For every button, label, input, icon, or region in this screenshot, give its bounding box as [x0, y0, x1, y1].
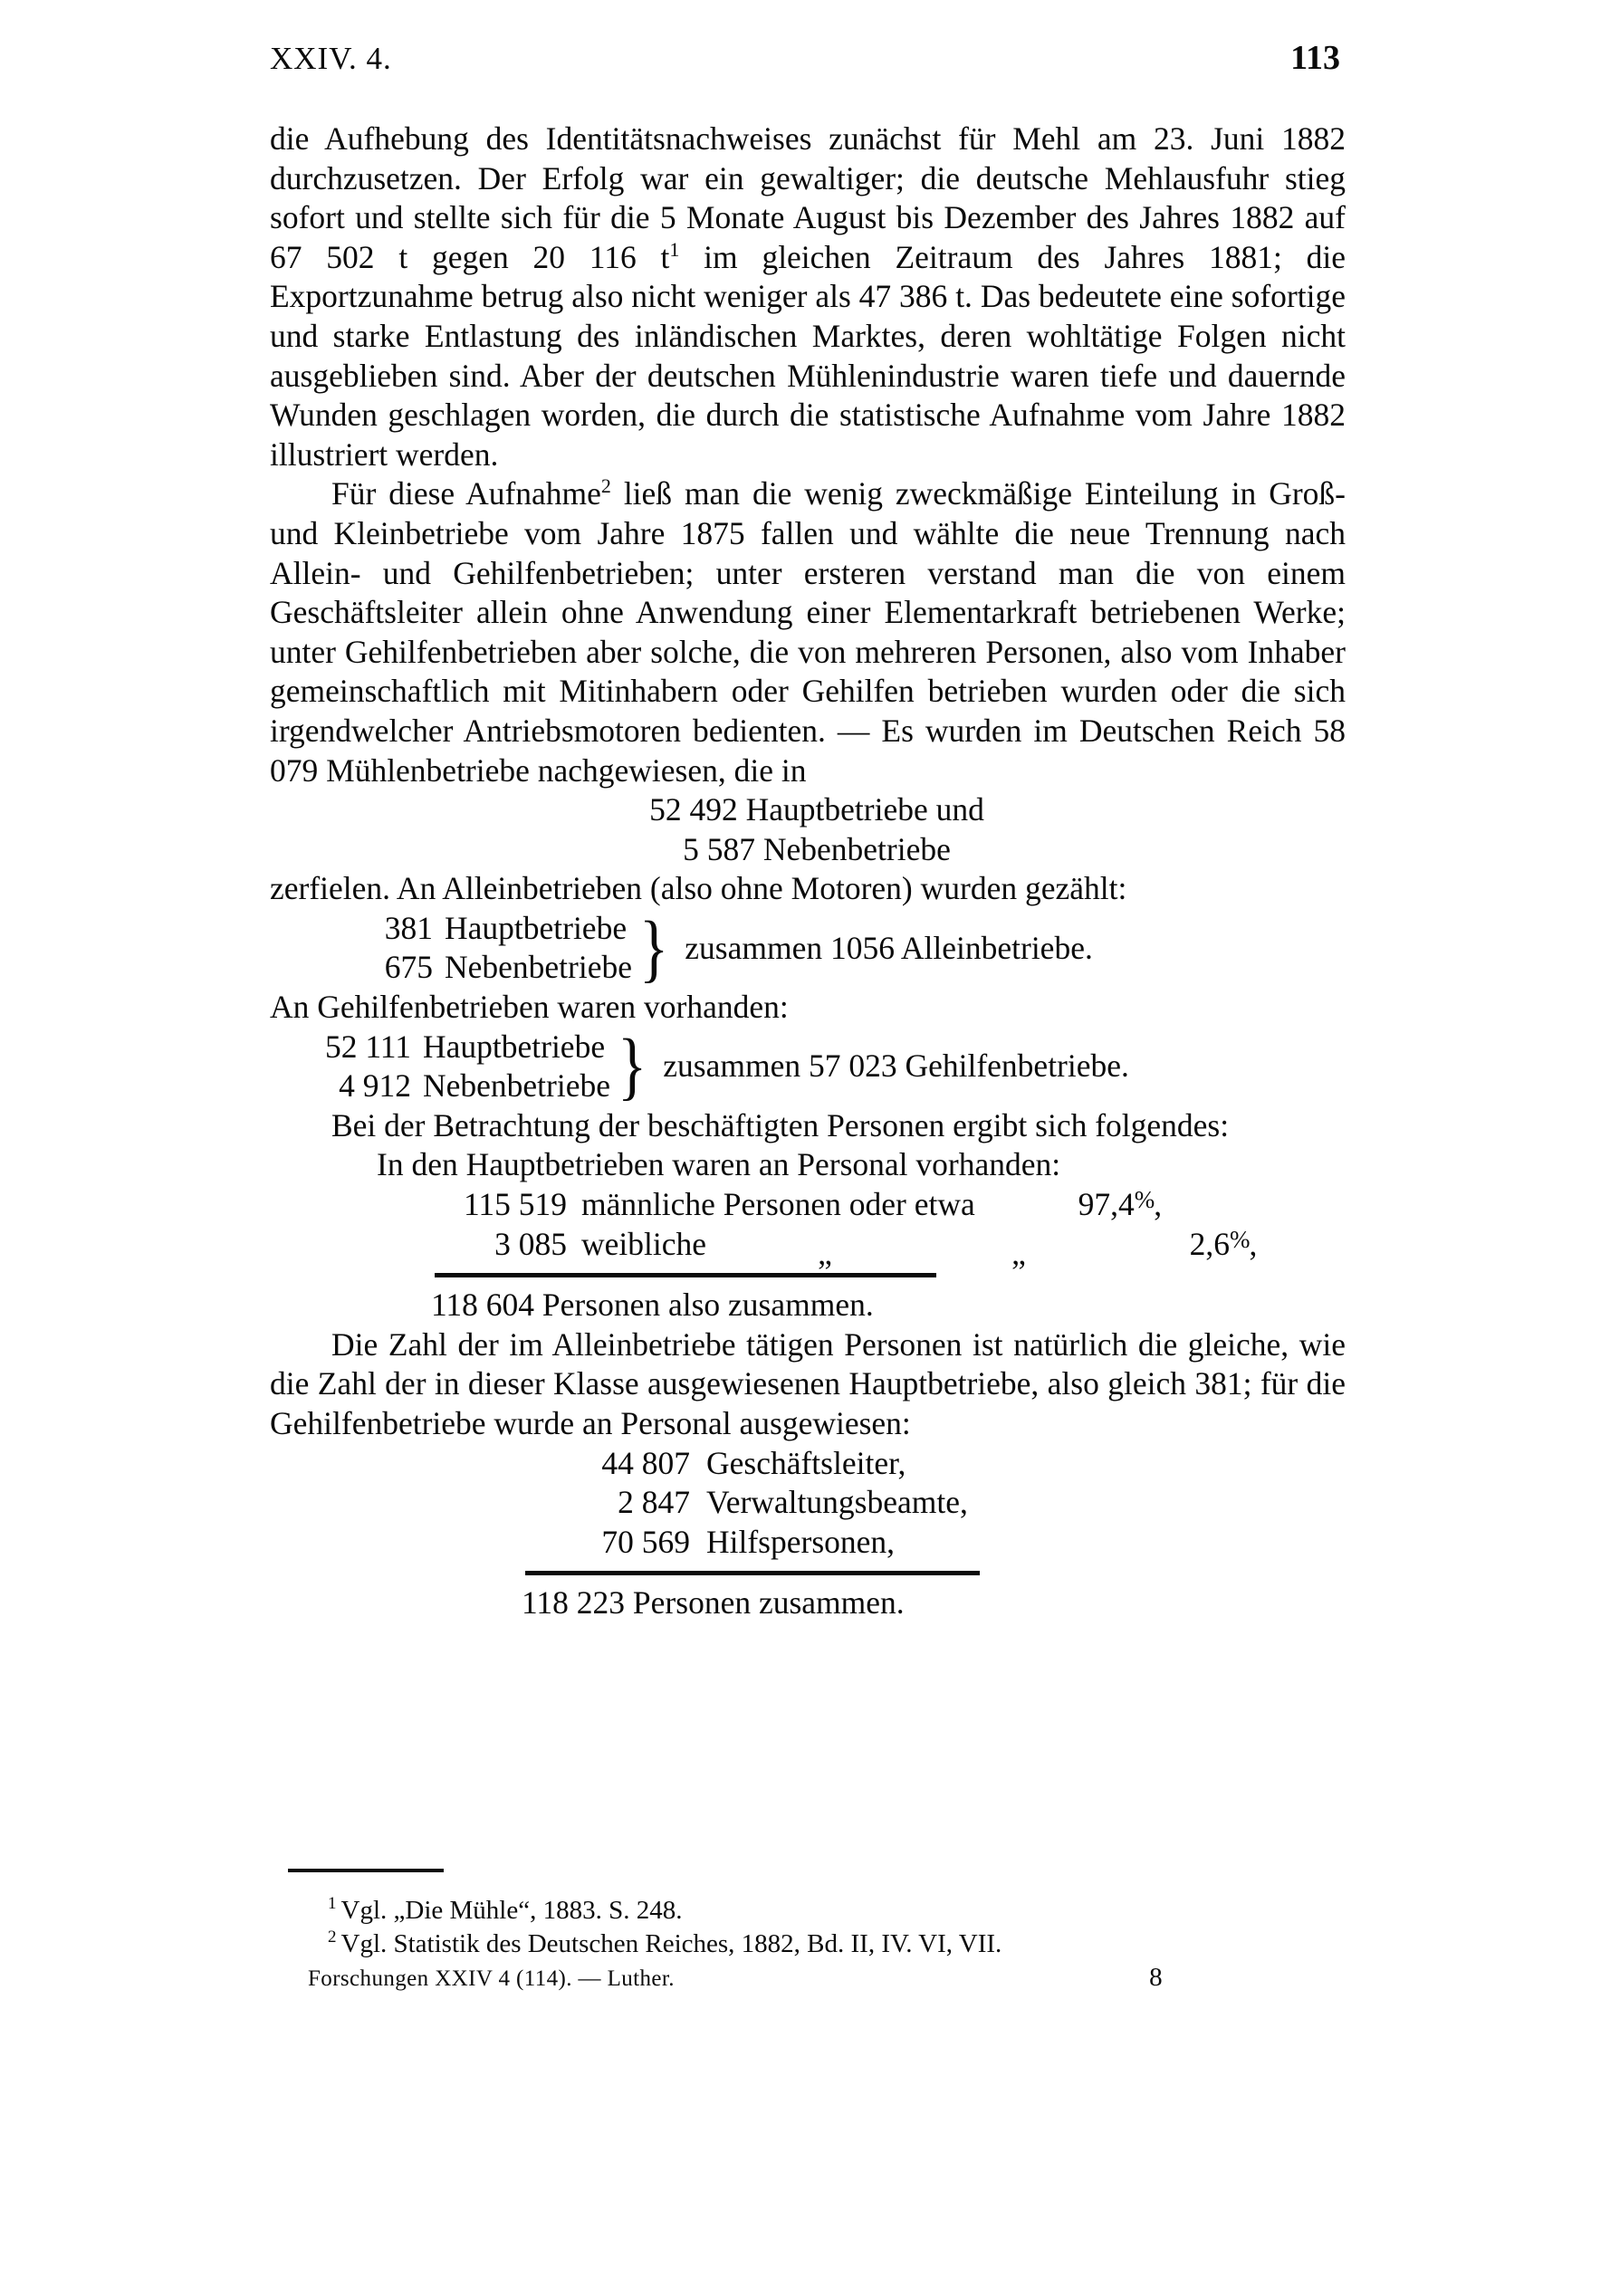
list-item: [270, 1444, 1346, 1484]
percent-sign-icon: %: [1230, 1225, 1250, 1253]
brace-group-1-row-2-number: 675: [384, 949, 433, 986]
brace-group-2-row-2-number: 4 912: [339, 1067, 411, 1105]
footnote-2-marker: 2: [328, 1928, 337, 1947]
footnote-1: [270, 1894, 1356, 1928]
list-item-label: Hilfspersonen,: [706, 1523, 896, 1560]
paragraph-1: [270, 120, 1346, 474]
running-foot: [308, 1963, 1322, 1993]
stat-row-male: [270, 1185, 1346, 1225]
curly-brace-icon: }: [639, 905, 669, 990]
list-item: [270, 1523, 1346, 1563]
footnote-marker-2[interactable]: 2: [600, 474, 611, 498]
running-head: [270, 38, 1340, 78]
brace-group-1-row-1-label: Hauptbetriebe: [445, 909, 628, 946]
paragraph-2-part-a: Für diese Aufnahme: [331, 475, 601, 512]
signature-mark: 8: [1149, 1963, 1163, 1992]
brace-group-alleinbetriebe: [270, 905, 1346, 990]
sum-rule-2: [525, 1571, 980, 1575]
stat-row-female-number: 3 085: [494, 1225, 567, 1262]
footnote-1-text: Vgl. „Die Mühle“, 1883. S. 248.: [340, 1896, 683, 1925]
footnote-2-text: Vgl. Statistik des Deutschen Reiches, 1882, Bd. II, IV. VI, VII.: [340, 1929, 1002, 1958]
brace-group-2-row-1-number: 52 111: [325, 1028, 411, 1065]
brace-group-2-row-1: [288, 1028, 610, 1067]
footnotes: [270, 1894, 1356, 1961]
paragraph-6: Die Zahl der im Alleinbetriebe tätigen Personen ist natürlich die gleiche, wie die Zahl der in dieser Klasse ausgewiesenen Hauptbetriebe, also gleich 381; für die Gehilfenbetriebe wurde an Personal ausgewiesen:: [270, 1325, 1346, 1441]
footnote-marker-1[interactable]: 1: [669, 237, 680, 261]
paragraph-5: Bei der Betrachtung der beschäftigten Personen ergibt sich folgendes:: [331, 1106, 1230, 1143]
center-line-hauptbetriebe: 52 492 Hauptbetriebe und: [649, 791, 984, 828]
stat-row-female-percent: 2,6: [1189, 1225, 1230, 1262]
brace-group-1-row-1-number: 381: [384, 909, 433, 946]
brace-group-gehilfenbetriebe: [270, 1024, 1346, 1109]
brace-group-1-total: zusammen 1056 Alleinbetriebe.: [685, 929, 1093, 966]
paragraph-1-part-b: im gleichen Zeitraum des Jahres 1881; die Exportzunahme betrug also nicht weniger als 47 386 t. Das bedeutete eine sofortige und starke Entlastung des inländischen Marktes, deren wohltätige Folgen nicht ausgeblieben sind. Aber der deutschen Mühlenindustrie waren tiefe und dauernde Wunden geschlagen worden, die durch die statistische Aufnahme vom Jahre 1882 illustriert werden.: [270, 238, 1346, 473]
brace-group-2-row-1-label: Hauptbetriebe: [423, 1028, 606, 1065]
sum-rule-1: [435, 1273, 936, 1277]
footnote-2: [270, 1928, 1356, 1961]
stat-row-male-comma: ,: [1154, 1186, 1163, 1223]
running-head-volume: XXIV. 4.: [270, 41, 392, 76]
paragraph-2: [270, 474, 1346, 790]
brace-group-1-row-2: [310, 948, 632, 988]
ditto-mark-1: „: [818, 1234, 832, 1271]
list-item-number: 2 847: [618, 1484, 690, 1521]
page-number: 113: [1290, 39, 1340, 77]
list-item-number: 44 807: [601, 1444, 690, 1481]
paragraph-1-part-a: die Aufhebung des Identitätsnachweises zunächst für Mehl am 23. Juni 1882 durchzusetzen. Der Erfolg war ein gewaltiger; die deutsche Mehlausfuhr stieg sofort und stellte sich für die 5 Monate August bis Dezember des Jahres 1882 auf 67 502 t gegen 20 116 t: [270, 120, 1346, 275]
brace-group-2-total: zusammen 57 023 Gehilfenbetriebe.: [663, 1048, 1129, 1085]
stat-row-female-comma: ,: [1249, 1225, 1258, 1262]
footnote-1-marker: 1: [328, 1894, 337, 1914]
body-text: [270, 120, 1346, 1623]
brace-group-1-rows: [310, 909, 632, 988]
sum-total-personen-gehilfen: 118 223 Personen zusammen.: [522, 1584, 905, 1622]
brace-group-1-row-1: [310, 909, 632, 949]
center-line-nebenbetriebe: 5 587 Nebenbetriebe: [683, 830, 951, 867]
footnote-separator: [288, 1869, 444, 1872]
brace-group-2-row-2: [288, 1067, 610, 1106]
list-item-label: Verwaltungsbeamte,: [706, 1484, 968, 1521]
ditto-mark-1-wrap: [706, 1225, 944, 1271]
stats-heading: In den Hauptbetrieben waren an Personal vorhanden:: [377, 1146, 1061, 1183]
percent-sign-icon: %: [1134, 1186, 1155, 1214]
list-item: [270, 1483, 1346, 1523]
stat-row-male-percent: 97,4: [1078, 1186, 1135, 1223]
list-item-number: 70 569: [601, 1523, 690, 1560]
stat-row-male-number: 115 519: [463, 1186, 567, 1223]
curly-brace-icon: }: [618, 1024, 647, 1109]
ditto-mark-2-wrap: [944, 1225, 1094, 1271]
paragraph-3: zerfielen. An Alleinbetrieben (also ohne Motoren) wurden gezählt:: [270, 870, 1127, 907]
spacer: [975, 1185, 999, 1225]
stat-row-male-label: männliche Personen oder etwa: [581, 1186, 975, 1223]
stat-row-female: [270, 1225, 1346, 1271]
brace-group-1-row-2-label: Nebenbetriebe: [445, 949, 632, 986]
stat-row-female-label: weibliche: [581, 1225, 706, 1262]
paragraph-2-part-b: ließ man die wenig zweckmäßige Einteilung in Groß- und Kleinbetriebe vom Jahre 1875 fallen und wählte die neue Trennung nach Allein- und Gehilfenbetrieben; unter ersteren verstand man die von einem Geschäftsleiter allein ohne Anwendung einer Elementarkraft betriebenen Werke; unter Gehilfenbetrieben aber solche, die von mehreren Personen, also vom Inhaber gemeinschaftlich mit Mitinhabern oder Gehilfen betrieben wurden oder die sich irgendwelcher Antriebsmotoren bedienten. — Es wurden im Deutschen Reich 58 079 Mühlenbetriebe nachgewiesen, die in: [270, 475, 1346, 789]
brace-group-2-rows: [288, 1028, 610, 1106]
running-foot-series: Forschungen XXIV 4 (114). — Luther.: [308, 1966, 675, 1991]
ditto-mark-2: „: [1011, 1234, 1026, 1271]
sum-total-personen: 118 604 Personen also zusammen.: [431, 1287, 874, 1324]
list-item-label: Geschäftsleiter,: [706, 1444, 906, 1481]
paragraph-4: An Gehilfenbetrieben waren vorhanden:: [270, 989, 789, 1026]
brace-group-2-row-2-label: Nebenbetriebe: [423, 1067, 610, 1105]
